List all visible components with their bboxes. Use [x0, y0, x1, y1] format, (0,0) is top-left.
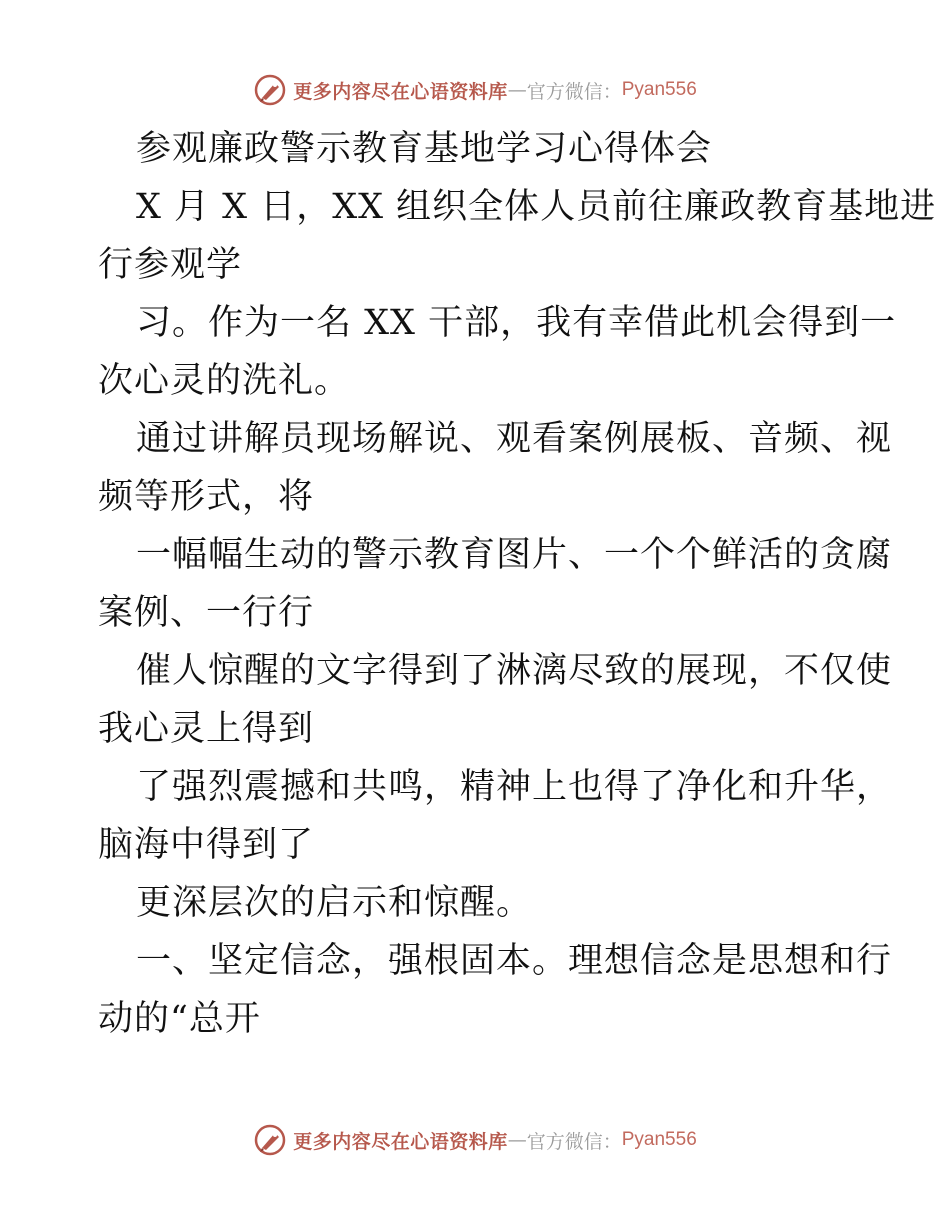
pen-nib-logo-icon — [253, 1123, 287, 1157]
text-line: 更深层次的启示和惊醒。 — [136, 883, 533, 923]
text-line: 案例、一行行 — [98, 593, 315, 633]
text-line: 了强烈震撼和共鸣，精神上也得了净化和升华， — [136, 767, 893, 807]
text-line: 频等形式，将 — [98, 477, 315, 517]
banner-text: 更多内容尽在心语资料库 — [293, 80, 508, 103]
document-title: 参观廉政警示教育基地学习心得体会 — [136, 129, 713, 169]
document-body — [98, 120, 937, 1048]
text-line: 脑海中得到了 — [98, 825, 315, 865]
text-line: 我心灵上得到 — [98, 709, 315, 749]
text-line: 通过讲解员现场解说、观看案例展板、音频、视 — [136, 419, 893, 459]
banner-separator: — — [507, 1129, 527, 1151]
text-line: 催人惊醒的文字得到了淋漓尽致的展现，不仅使 — [136, 651, 893, 691]
text-line: 动的“总开 — [98, 999, 261, 1039]
text-line: 一、坚定信念，强根固本。理想信念是思想和行 — [136, 941, 893, 981]
text-line: 行参观学 — [98, 245, 243, 285]
header-banner — [0, 70, 950, 110]
text-line: X 月 X 日，XX 组织全体人员前往廉政教育基地进 — [136, 187, 937, 227]
text-line: 次心灵的洗礼。 — [98, 361, 351, 401]
banner-wechat-id: Pyan556 — [621, 1129, 697, 1150]
banner-wechat-id: Pyan556 — [621, 79, 697, 100]
text-line: 习。作为一名 XX 干部，我有幸借此机会得到一 — [136, 303, 897, 343]
banner-wechat-label: 官方微信： — [526, 1130, 622, 1153]
banner-text: 更多内容尽在心语资料库 — [293, 1130, 508, 1153]
footer-banner — [0, 1120, 950, 1160]
text-line: 一幅幅生动的警示教育图片、一个个鲜活的贪腐 — [136, 535, 893, 575]
banner-wechat-label: 官方微信： — [526, 80, 622, 103]
pen-nib-logo-icon — [253, 73, 287, 107]
banner-separator: — — [507, 79, 527, 101]
